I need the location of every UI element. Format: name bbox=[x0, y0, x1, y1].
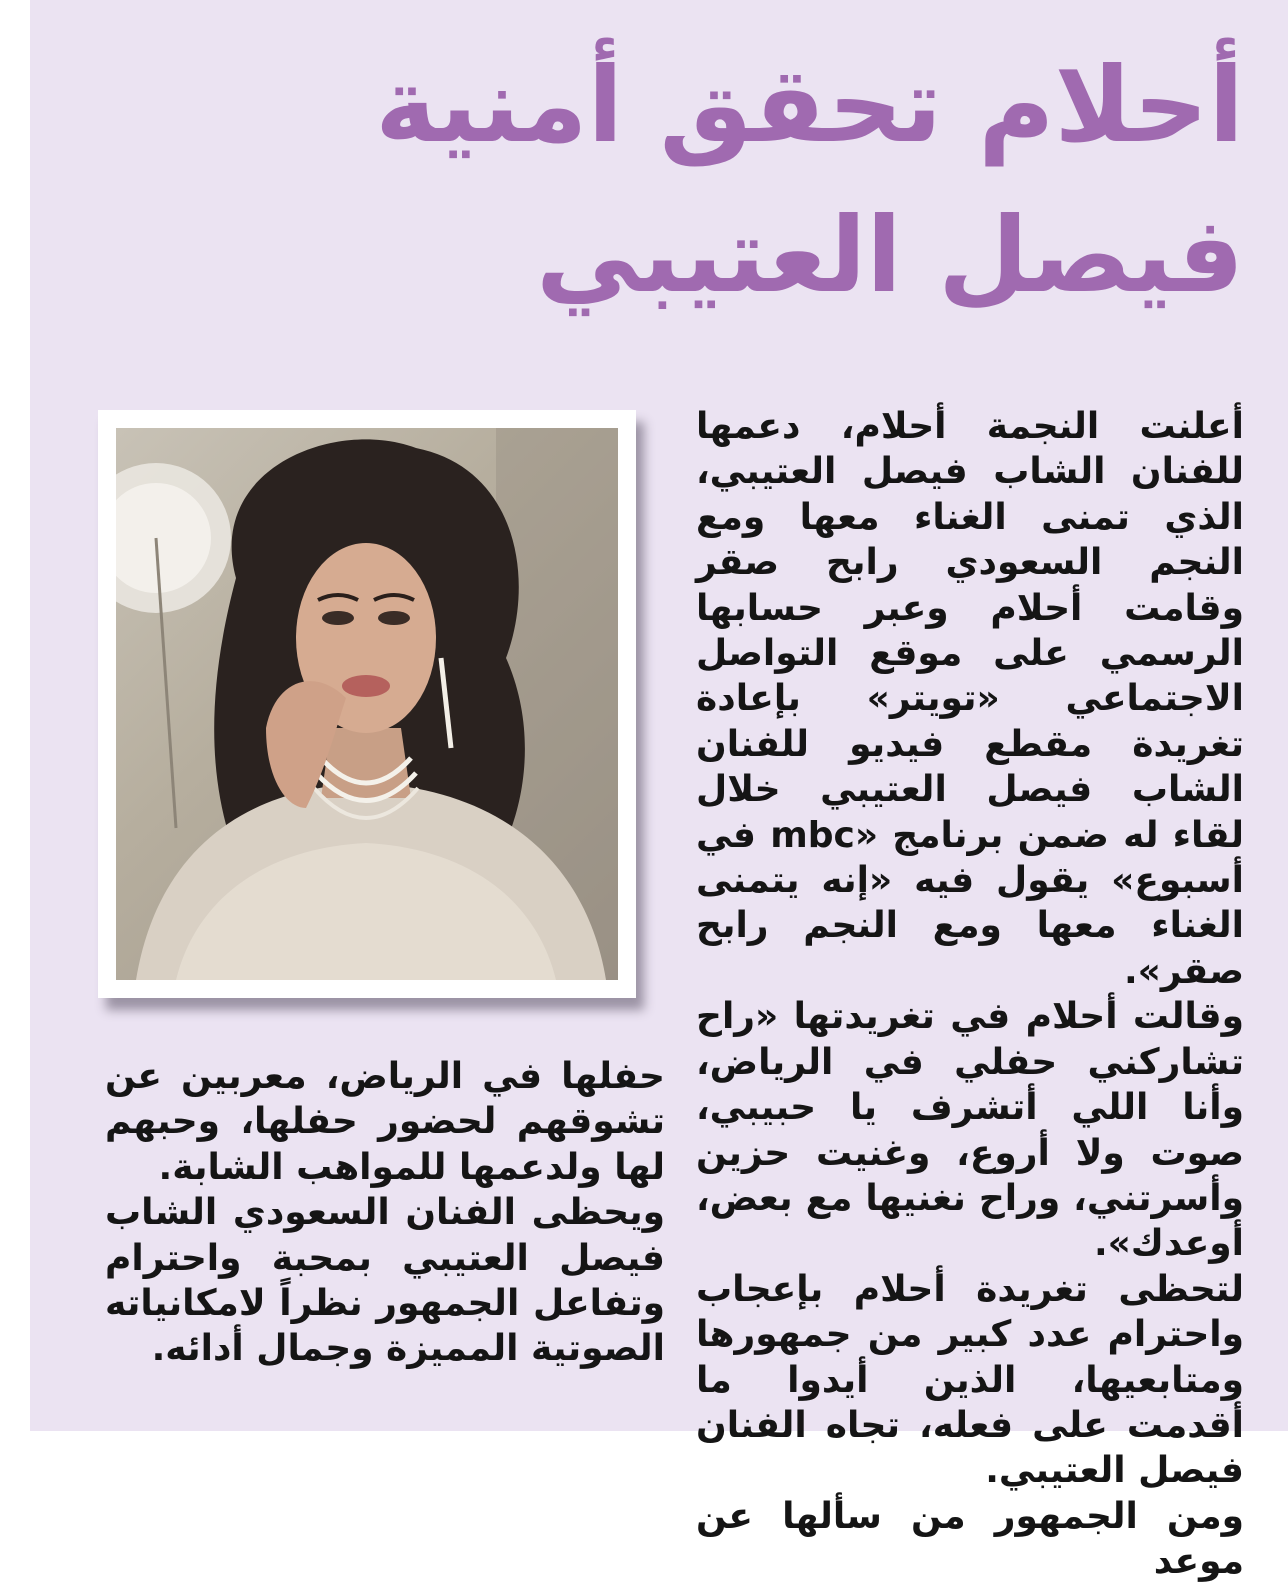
paragraph-2: وقالت أحلام في تغريدتها «راح تشاركني حفلي في الرياض، وأنا اللي أتشرف يا حبيبي، صوت ولا أروع، وغنيت حزين وأسرتني، وراح نغنيها مع بعض، أوعدك». bbox=[696, 996, 1244, 1265]
headline-line-2: فيصل العتيبي bbox=[535, 194, 1244, 316]
article-column-left bbox=[105, 1054, 665, 1372]
paragraph-1: أعلنت النجمة أحلام، دعمها للفنان الشاب فيصل العتيبي، الذي تمنى الغناء معها ومع النجم السعودي رابح صقر وقامت أحلام وعبر حسابها الرسمي على موقع التواصل الاجتماعي «تويتر» بإعادة تغريدة مقطع فيديو للفنان الشاب فيصل العتيبي خلال لقاء له ضمن برنامج «mbc في أسبوع» يقول فيه «إنه يتمنى الغناء معها ومع النجم رابح صقر». bbox=[696, 406, 1245, 992]
paragraph-5: حفلها في الرياض، معربين عن تشوقهم لحضور حفلها، وحبهم لها ولدعمها للمواهب الشابة. bbox=[105, 1056, 665, 1188]
article-page bbox=[30, 0, 1288, 1583]
paragraph-6: ويحظى الفنان السعودي الشاب فيصل العتيبي بمحبة واحترام وتفاعل الجمهور نظراً لامكانياته الصوتية المميزة وجمال أدائه. bbox=[105, 1192, 665, 1370]
paragraph-3: لتحظى تغريدة أحلام بإعجاب واحترام عدد كبير من جمهورها ومتابعيها، الذين أيدوا ما أقدمت على فعله، تجاه الفنان فيصل العتيبي. bbox=[696, 1268, 1244, 1492]
paragraph-4: ومن الجمهور من سألها عن موعد bbox=[696, 1495, 1244, 1583]
headline-line-1: أحلام تحقق أمنية bbox=[375, 44, 1244, 166]
photo-frame bbox=[98, 410, 636, 998]
article-column-right bbox=[696, 404, 1244, 1585]
portrait-illustration bbox=[116, 428, 618, 980]
singer-photo bbox=[116, 428, 618, 980]
article-headline bbox=[144, 30, 1244, 330]
